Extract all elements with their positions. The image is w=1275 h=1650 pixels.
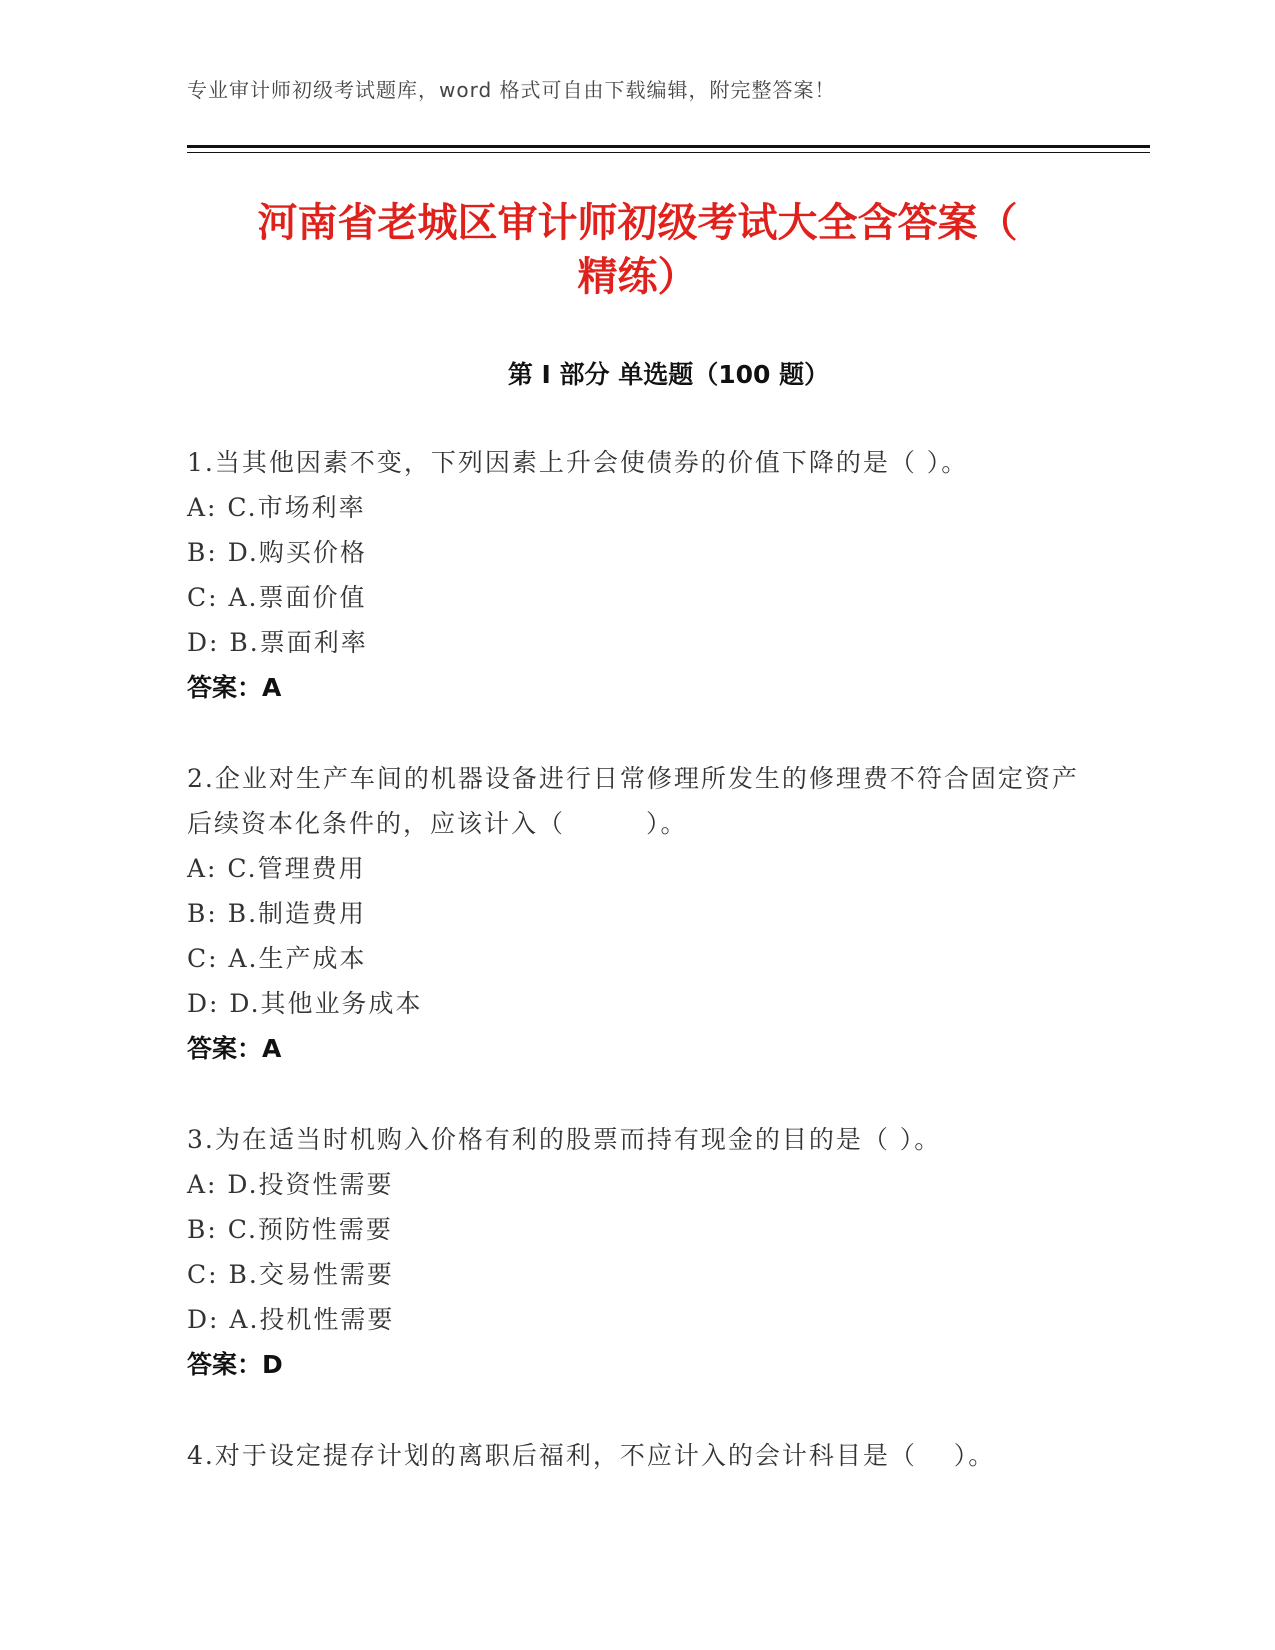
option-a: A: D.投资性需要 (187, 1170, 394, 1199)
question-list (187, 440, 1087, 1524)
question-3 (187, 1117, 1087, 1387)
page-header: 专业审计师初级考试题库，word 格式可自由下载编辑，附完整答案！ (187, 78, 836, 102)
section-title: 第 I 部分 单选题（100 题） (507, 360, 830, 389)
option-d: D: B.票面利率 (187, 628, 368, 657)
question-text: 3.为在适当时机购入价格有利的股票而持有现金的目的是（ ）。 (187, 1125, 942, 1154)
option-b: B: D.购买价格 (187, 538, 367, 567)
option-b: B: C.预防性需要 (187, 1215, 393, 1244)
option-d: D: D.其他业务成本 (187, 989, 423, 1018)
question-text: 2.企业对生产车间的机器设备进行日常修理所发生的修理费不符合固定资产后续资本化条件的，应该计入（ ）。 (187, 764, 1079, 838)
option-a: A: C.市场利率 (187, 493, 366, 522)
header-rule-thick (187, 145, 1150, 148)
document-title (160, 196, 1115, 304)
document-title-line-1: 河南省老城区审计师初级考试大全含答案（ (257, 200, 1018, 246)
option-c: C: B.交易性需要 (187, 1260, 394, 1289)
option-c: C: A.票面价值 (187, 583, 367, 612)
option-c: C: A.生产成本 (187, 944, 367, 973)
option-b: B: B.制造费用 (187, 899, 367, 928)
question-text: 1.当其他因素不变，下列因素上升会使债券的价值下降的是（ ）。 (187, 448, 969, 477)
question-1 (187, 440, 1087, 710)
document-title-line-2: 精练） (577, 254, 698, 300)
question-text: 4.对于设定提存计划的离职后福利，不应计入的会计科目是（ ）。 (187, 1441, 996, 1470)
option-d: D: A.投机性需要 (187, 1305, 395, 1334)
answer: 答案：D (187, 1350, 283, 1379)
header-rule-thin (187, 152, 1150, 153)
question-4 (187, 1433, 1087, 1478)
option-a: A: C.管理费用 (187, 854, 366, 883)
answer: 答案：A (187, 1034, 282, 1063)
question-2 (187, 756, 1087, 1071)
answer: 答案：A (187, 673, 282, 702)
